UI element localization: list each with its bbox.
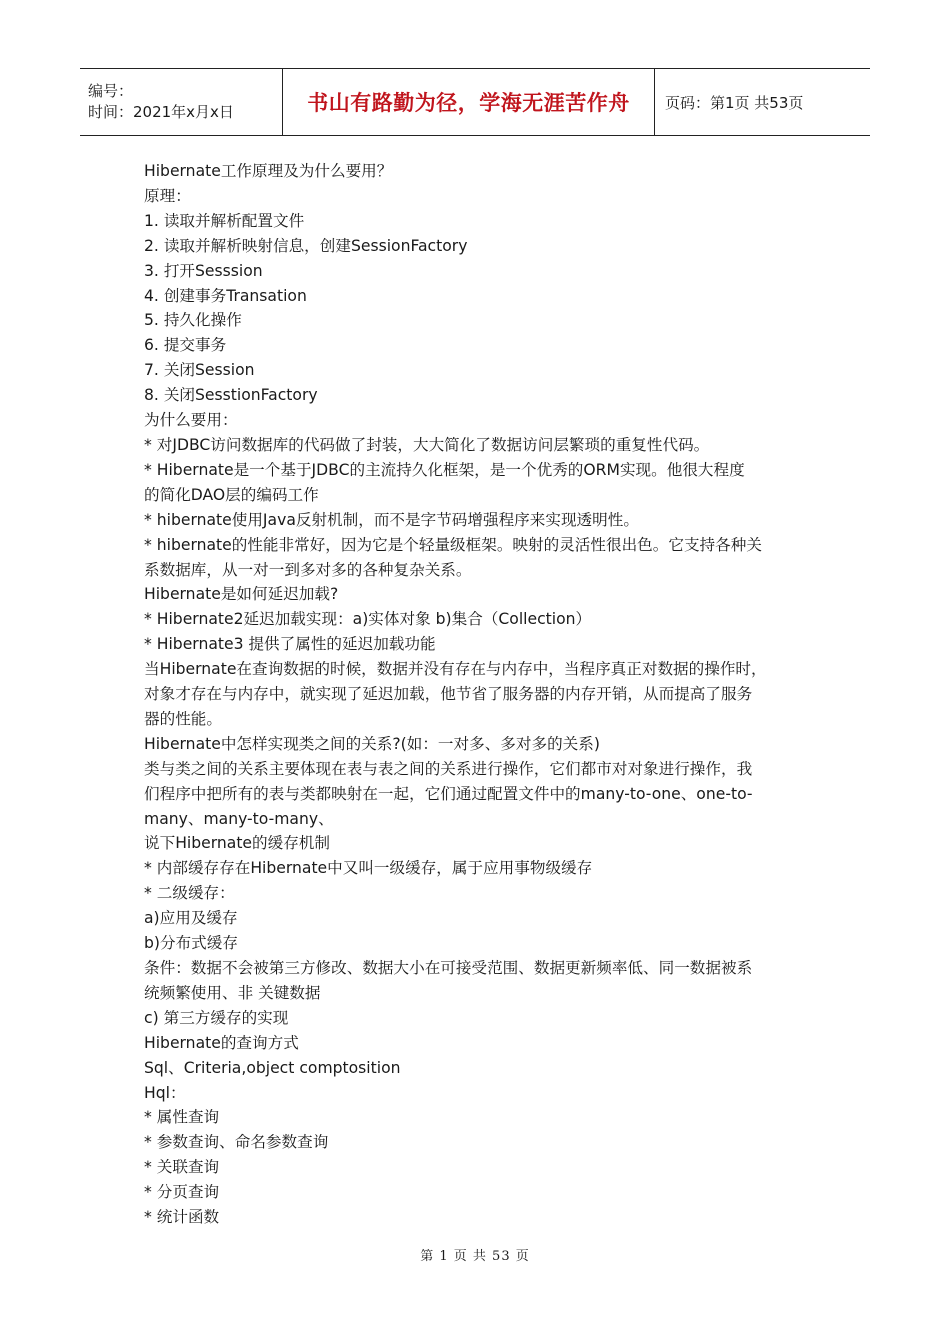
text-line: * 二级缓存： (144, 884, 235, 903)
text-line: Hql： (144, 1083, 186, 1102)
text-line: * 统计函数 (144, 1208, 220, 1227)
text-line: 系数据库，从一对一到多对多的各种复杂关系。 (144, 560, 472, 579)
text-line: * hibernate使用Java反射机制，而不是字节码增强程序来实现透明性。 (144, 510, 639, 529)
text-line: Hibernate是如何延迟加载? (144, 585, 339, 604)
text-line: Hibernate中怎样实现类之间的关系?(如：一对多、多对多的关系) (144, 734, 600, 753)
header-motto-cell (282, 69, 655, 135)
text-line: b)分布式缓存 (144, 934, 238, 953)
text-line: 5. 持久化操作 (144, 311, 242, 330)
text-line: 4. 创建事务Transation (144, 286, 307, 305)
text-line: * Hibernate2延迟加载实现：a)实体对象 b)集合（Collection） (144, 610, 592, 629)
text-line: 类与类之间的关系主要体现在表与表之间的关系进行操作，它们都市对对象进行操作，我 (144, 759, 753, 778)
text-line: * 分页查询 (144, 1183, 220, 1202)
text-line: 原理： (144, 186, 191, 205)
text-line: Hibernate的查询方式 (144, 1033, 299, 1052)
text-line: 3. 打开Sesssion (144, 261, 263, 280)
page-footer: 第 1 页 共 53 页 (420, 1249, 530, 1264)
text-line: 为什么要用： (144, 411, 238, 430)
text-line: Hibernate工作原理及为什么要用？ (144, 162, 393, 180)
text-line: c) 第三方缓存的实现 (144, 1008, 289, 1027)
text-line: many、many-to-many、 (144, 809, 334, 828)
text-line: 条件：数据不会被第三方修改、数据大小在可接受范围、数据更新频率低、同一数据被系 (144, 959, 753, 977)
text-line: 说下Hibernate的缓存机制 (144, 834, 330, 853)
header-meta (80, 69, 282, 135)
text-line: * Hibernate3 提供了属性的延迟加载功能 (144, 635, 436, 654)
text-line: * 参数查询、命名参数查询 (144, 1133, 329, 1152)
header-page-info: 页码：第1页 共53页 (665, 93, 804, 112)
text-line: 的简化DAO层的编码工作 (144, 485, 319, 504)
text-line: * Hibernate是一个基于JDBC的主流持久化框架，是一个优秀的ORM实现。他很大程度 (144, 460, 745, 479)
text-line: 器的性能。 (144, 709, 222, 728)
page-header (80, 68, 870, 136)
text-line: * 对JDBC访问数据库的代码做了封装，大大简化了数据访问层繁琐的重复性代码。 (144, 435, 710, 454)
text-line: 们程序中把所有的表与类都映射在一起，它们通过配置文件中的many-to-one、one-to- (144, 784, 753, 803)
text-line: 6. 提交事务 (144, 336, 227, 355)
text-line: * 属性查询 (144, 1108, 220, 1127)
text-line: 2. 读取并解析映射信息，创建SessionFactory (144, 236, 468, 255)
document-number-label: 编号： (88, 82, 134, 100)
text-line: 7. 关闭Session (144, 361, 255, 380)
text-line: 对象才存在与内存中，就实现了延迟加载，他节省了服务器的内存开销，从而提高了服务 (144, 685, 753, 704)
text-line: 统频繁使用、非 关键数据 (144, 983, 321, 1002)
text-line: * hibernate的性能非常好，因为它是个轻量级框架。映射的灵活性很出色。它支持各种关 (144, 535, 762, 554)
text-line: 当Hibernate在查询数据的时候，数据并没有存在与内存中，当程序真正对数据的操作时， (144, 660, 767, 679)
text-line: * 内部缓存存在Hibernate中又叫一级缓存，属于应用事物级缓存 (144, 859, 593, 878)
text-line: a)应用及缓存 (144, 909, 238, 928)
text-line: Sql、Criteria,object comptosition (144, 1058, 401, 1077)
text-line: 1. 读取并解析配置文件 (144, 211, 305, 230)
text-line: 8. 关闭SesstionFactory (144, 386, 318, 405)
header-motto: 书山有路勤为径，学海无涯苦作舟 (307, 91, 630, 115)
document-time: 时间：2021年x月x日 (88, 103, 234, 121)
document-body (144, 159, 816, 1230)
text-line: * 关联查询 (144, 1158, 220, 1177)
